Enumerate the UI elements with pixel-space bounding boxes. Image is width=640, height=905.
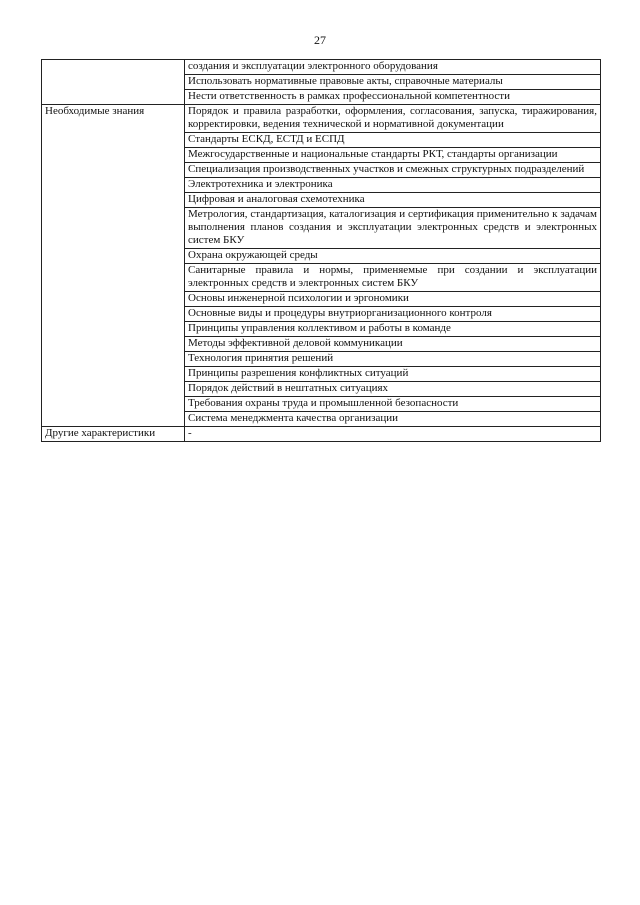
table-row — [42, 105, 601, 133]
table-cell: Санитарные правила и нормы, применяемые при создании и эксплуатации электронных средств и электронных систем БКУ — [185, 264, 601, 292]
row-label-other-characteristics: Другие характеристики — [42, 427, 185, 442]
table-cell: Межгосударственные и национальные стандарты РКТ, стандарты организации — [185, 148, 601, 163]
table-cell: Использовать нормативные правовые акты, справочные материалы — [185, 75, 601, 90]
requirements-table — [41, 59, 601, 442]
table-cell: Основы инженерной психологии и эргономики — [185, 292, 601, 307]
table-cell: Принципы управления коллективом и работы в команде — [185, 322, 601, 337]
page-number: 27 — [314, 33, 326, 47]
table-cell: Требования охраны труда и промышленной безопасности — [185, 397, 601, 412]
table-cell: создания и эксплуатации электронного оборудования — [185, 60, 601, 75]
table-cell: Технология принятия решений — [185, 352, 601, 367]
row-label-required-knowledge: Необходимые знания — [42, 105, 185, 427]
table-cell: Цифровая и аналоговая схемотехника — [185, 193, 601, 208]
table-cell: Методы эффективной деловой коммуникации — [185, 337, 601, 352]
table-cell: Основные виды и процедуры внутриорганизационного контроля — [185, 307, 601, 322]
table-row — [42, 427, 601, 442]
table-row — [42, 60, 601, 75]
table-cell: Порядок и правила разработки, оформления, согласования, запуска, тиражирования, корректировки, ведения технической и нормативной документации — [185, 105, 601, 133]
table-cell: Метрология, стандартизация, каталогизация и сертификация применительно к задачам выполнения планов создания и эксплуатации электронных средств и электронных систем БКУ — [185, 208, 601, 249]
row-label-continuation — [42, 60, 185, 105]
table-cell: Специализация производственных участков и смежных структурных подразделений — [185, 163, 601, 178]
table-cell: Система менеджмента качества организации — [185, 412, 601, 427]
table-cell: - — [185, 427, 601, 442]
table-cell: Стандарты ЕСКД, ЕСТД и ЕСПД — [185, 133, 601, 148]
table-cell: Нести ответственность в рамках профессиональной компетентности — [185, 90, 601, 105]
table-cell: Принципы разрешения конфликтных ситуаций — [185, 367, 601, 382]
table-cell: Электротехника и электроника — [185, 178, 601, 193]
table-cell: Порядок действий в нештатных ситуациях — [185, 382, 601, 397]
table-cell: Охрана окружающей среды — [185, 249, 601, 264]
